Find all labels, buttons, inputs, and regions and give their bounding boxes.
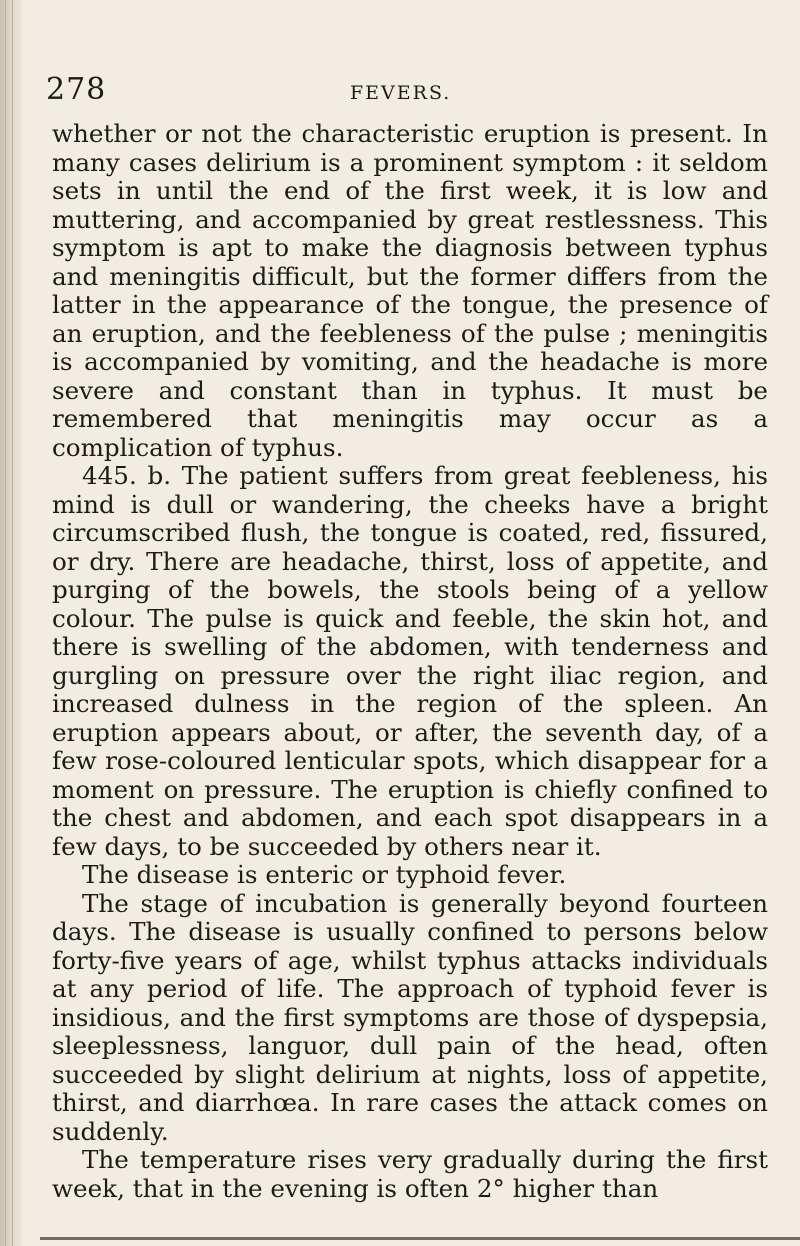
edge-line bbox=[12, 0, 13, 1246]
bottom-page-edge bbox=[40, 1237, 800, 1240]
paragraph: The temperature rises very gradually during the first week, that in the evening is often 2° higher than bbox=[52, 1145, 768, 1203]
page-header bbox=[46, 72, 760, 112]
page-binding-edge bbox=[0, 0, 22, 1246]
edge-line bbox=[5, 0, 6, 1246]
paragraph: whether or not the characteristic eruption is present. In many cases delirium is a prominent symptom : it seldom sets in until the end of the first week, it is low and muttering, and accompanied by great restlessness. This symptom is apt to make the diagnosis between typhus and meningitis difficult, but the former differs from the latter in the appearance of the tongue, the presence of an eruption, and the feebleness of the pulse ; meningitis is accompanied by vomiting, and the headache is more severe and constant than in typhus. It must be remembered that meningitis may occur as a complication of typhus. bbox=[52, 119, 768, 462]
paragraph: The stage of incubation is generally beyond fourteen days. The disease is usually confined to persons below forty-five years of age, whilst typhus attacks individuals at any period of life. The approach of typhoid fever is insidious, and the first symptoms are those of dyspepsia, sleeplessness, languor, dull pain of the head, often succeeded by slight delirium at nights, loss of appetite, thirst, and diarrhœa. In rare cases the attack comes on suddenly. bbox=[52, 888, 768, 1146]
page-number: 278 bbox=[46, 72, 107, 107]
paragraph: 445. b. The patient suffers from great feebleness, his mind is dull or wandering, the cheeks have a bright circumscribed flush, the tongue is coated, red, fissured, or dry. There are headache, thirst, loss of appetite, and purging of the bowels, the stools being of a yellow colour. The pulse is quick and feeble, the skin hot, and there is swelling of the abdomen, with tenderness and gurgling on pressure over the right iliac region, and increased dulness in the region of the spleen. An eruption appears about, or after, the seventh day, of a few rose-coloured lenticular spots, which disappear for a moment on pressure. The eruption is chiefly confined to the chest and abdomen, and each spot disappears in a few days, to be succeeded by others near it. bbox=[52, 461, 768, 861]
running-head: FEVERS. bbox=[350, 82, 452, 104]
paragraph: The disease is enteric or typhoid fever. bbox=[82, 860, 567, 889]
body-text bbox=[52, 120, 768, 1203]
